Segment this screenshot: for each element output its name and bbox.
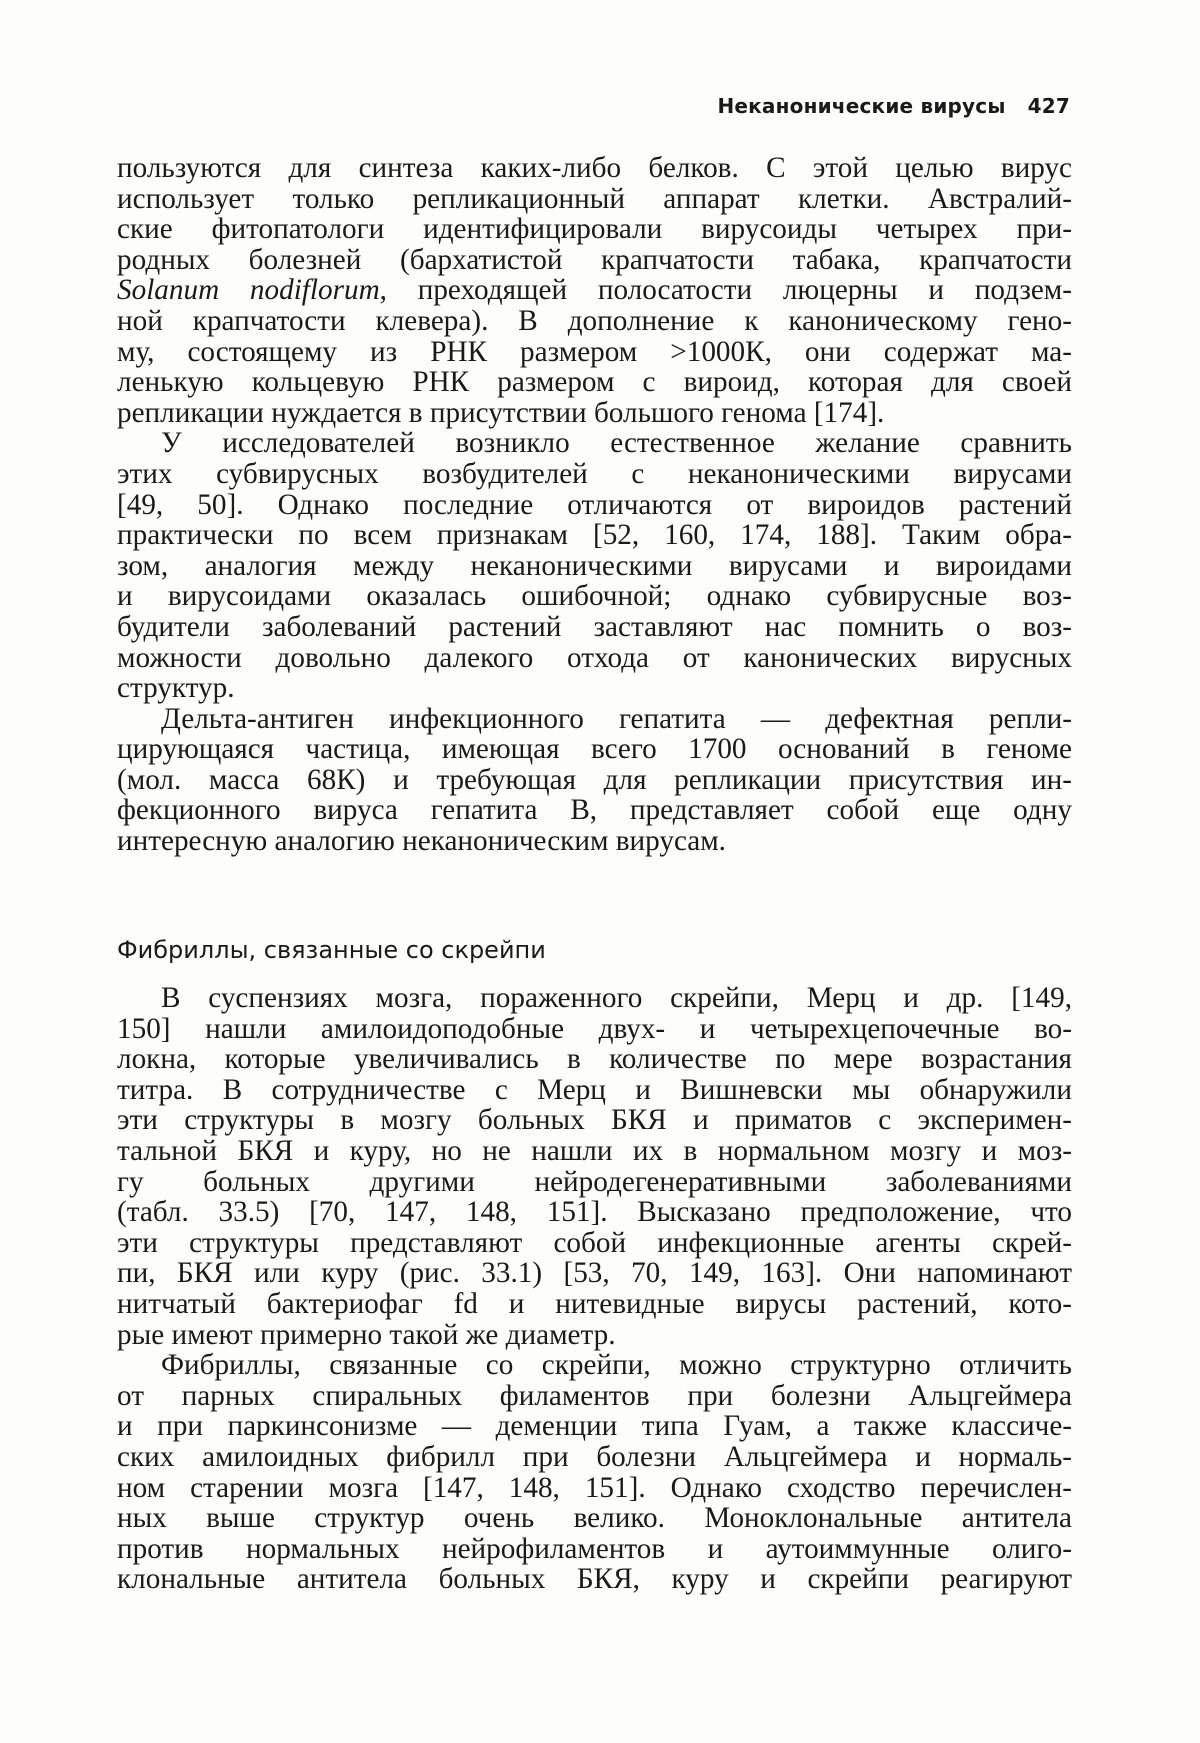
text-line: (табл. 33.5) [70, 147, 148, 151]. Высказано предположение, что xyxy=(117,1196,1072,1229)
paragraph xyxy=(117,704,1072,857)
running-head xyxy=(717,94,1070,118)
text-line: фекционного вируса гепатита В, представляет собой еще одну xyxy=(117,794,1072,827)
section-fibrils-text xyxy=(117,983,1072,1595)
text-line: ские фитопатологи идентифицировали вирусоиды четырех при- xyxy=(117,213,1072,246)
text-line: (мол. масса 68К) и требующая для репликации присутствия ин- xyxy=(117,763,1072,796)
text-line: ленькую кольцевую РНК размером с вироид, которая для своей xyxy=(117,366,1072,399)
paragraph xyxy=(117,1350,1072,1595)
text-line: гу больных другими нейродегенеративными заболеваниями xyxy=(117,1165,1072,1198)
text-line: репликации нуждается в присутствии большого генома [174]. xyxy=(117,396,885,429)
text-line: ских амилоидных фибрилл при болезни Альцгеймера и нормаль- xyxy=(117,1440,1072,1473)
paragraph xyxy=(117,153,1072,428)
text-line-italic-species: Solanum nodiflorum, преходящей полосатости люцерны и подзем- xyxy=(117,274,1072,307)
text-line: ных выше структур очень велико. Моноклональные антитела xyxy=(117,1502,1072,1535)
text-line: У исследователей возникло естественное желание сравнить xyxy=(161,427,1072,460)
text-line: и вирусоидами оказалась ошибочной; однако субвирусные воз- xyxy=(117,580,1072,613)
text-line: му, состоящему из РНК размером >1000К, они содержат ма- xyxy=(117,335,1072,368)
paragraph xyxy=(117,428,1072,703)
text-line: локна, которые увеличивались в количестве по мере возрастания xyxy=(117,1043,1072,1076)
text-line: зом, аналогия между неканоническими вирусами и вироидами xyxy=(117,549,1072,582)
text-line: практически по всем признакам [52, 160, 174, 188]. Таким обра- xyxy=(117,519,1072,552)
text-line: этих субвирусных возбудителей с неканоническими вирусами xyxy=(117,457,1072,490)
text-line: эти структуры представляют собой инфекционные агенты скрей- xyxy=(117,1226,1072,1259)
text-line: пользуются для синтеза каких-либо белков. С этой целью вирус xyxy=(117,152,1072,184)
section-heading: Фибриллы, связанные со скрейпи xyxy=(117,936,546,964)
text-line: от парных спиральных филаментов при болезни Альцгеймера xyxy=(117,1379,1072,1412)
running-title: Неканонические вирусы xyxy=(717,94,1006,118)
text-line: использует только репликационный аппарат клетки. Австралий- xyxy=(117,182,1072,215)
text-line: [49, 50]. Однако последние отличаются от вироидов растений xyxy=(117,488,1072,521)
text-line: можности довольно далекого отхода от канонических вирусных xyxy=(117,641,1072,674)
text-line: Дельта-антиген инфекционного гепатита — дефектная репли- xyxy=(161,702,1072,735)
text-line: будители заболеваний растений заставляют нас помнить о воз- xyxy=(117,610,1072,643)
text-line: и при паркинсонизме — деменции типа Гуам, а также классиче- xyxy=(117,1410,1072,1443)
text-line: цирующаяся частица, имеющая всего 1700 оснований в геноме xyxy=(117,733,1072,766)
text-line: В суспензиях мозга, пораженного скрейпи, Мерц и др. [149, xyxy=(161,982,1072,1014)
paragraph xyxy=(117,983,1072,1350)
text-line: пи, БКЯ или куру (рис. 33.1) [53, 70, 149, 163]. Они напоминают xyxy=(117,1257,1072,1290)
text-line: 150] нашли амилоидоподобные двух- и четырехцепочечные во- xyxy=(117,1012,1072,1045)
text-line: структур. xyxy=(117,672,235,705)
text-line: рые имеют примерно такой же диаметр. xyxy=(117,1318,616,1351)
text-line: ной крапчатости клевера). В дополнение к каноническому гено- xyxy=(117,304,1072,337)
text-line: Фибриллы, связанные со скрейпи, можно структурно отличить xyxy=(161,1349,1072,1382)
text-line: интересную аналогию неканоническим вирусам. xyxy=(117,825,726,858)
text-line: ном старении мозга [147, 148, 151]. Однако сходство перечислен- xyxy=(117,1471,1072,1504)
text-line: титра. В сотрудничестве с Мерц и Вишневски мы обнаружили xyxy=(117,1073,1072,1106)
text-line: против нормальных нейрофиламентов и аутоиммунные олиго- xyxy=(117,1532,1072,1565)
text-line: клональные антитела больных БКЯ, куру и скрейпи реагируют xyxy=(117,1563,1072,1596)
page-number: 427 xyxy=(1027,94,1070,118)
section-viroids-text xyxy=(117,153,1072,857)
text-line: родных болезней (бархатистой крапчатости табака, крапчатости xyxy=(117,243,1072,276)
text-line: эти структуры в мозгу больных БКЯ и приматов с эксперимен- xyxy=(117,1104,1072,1137)
text-line: тальной БКЯ и куру, но не нашли их в нормальном мозгу и моз- xyxy=(117,1134,1072,1167)
text-line: нитчатый бактериофаг fd и нитевидные вирусы растений, кото- xyxy=(117,1287,1072,1320)
species-name: Solanum nodiflorum xyxy=(117,274,380,307)
